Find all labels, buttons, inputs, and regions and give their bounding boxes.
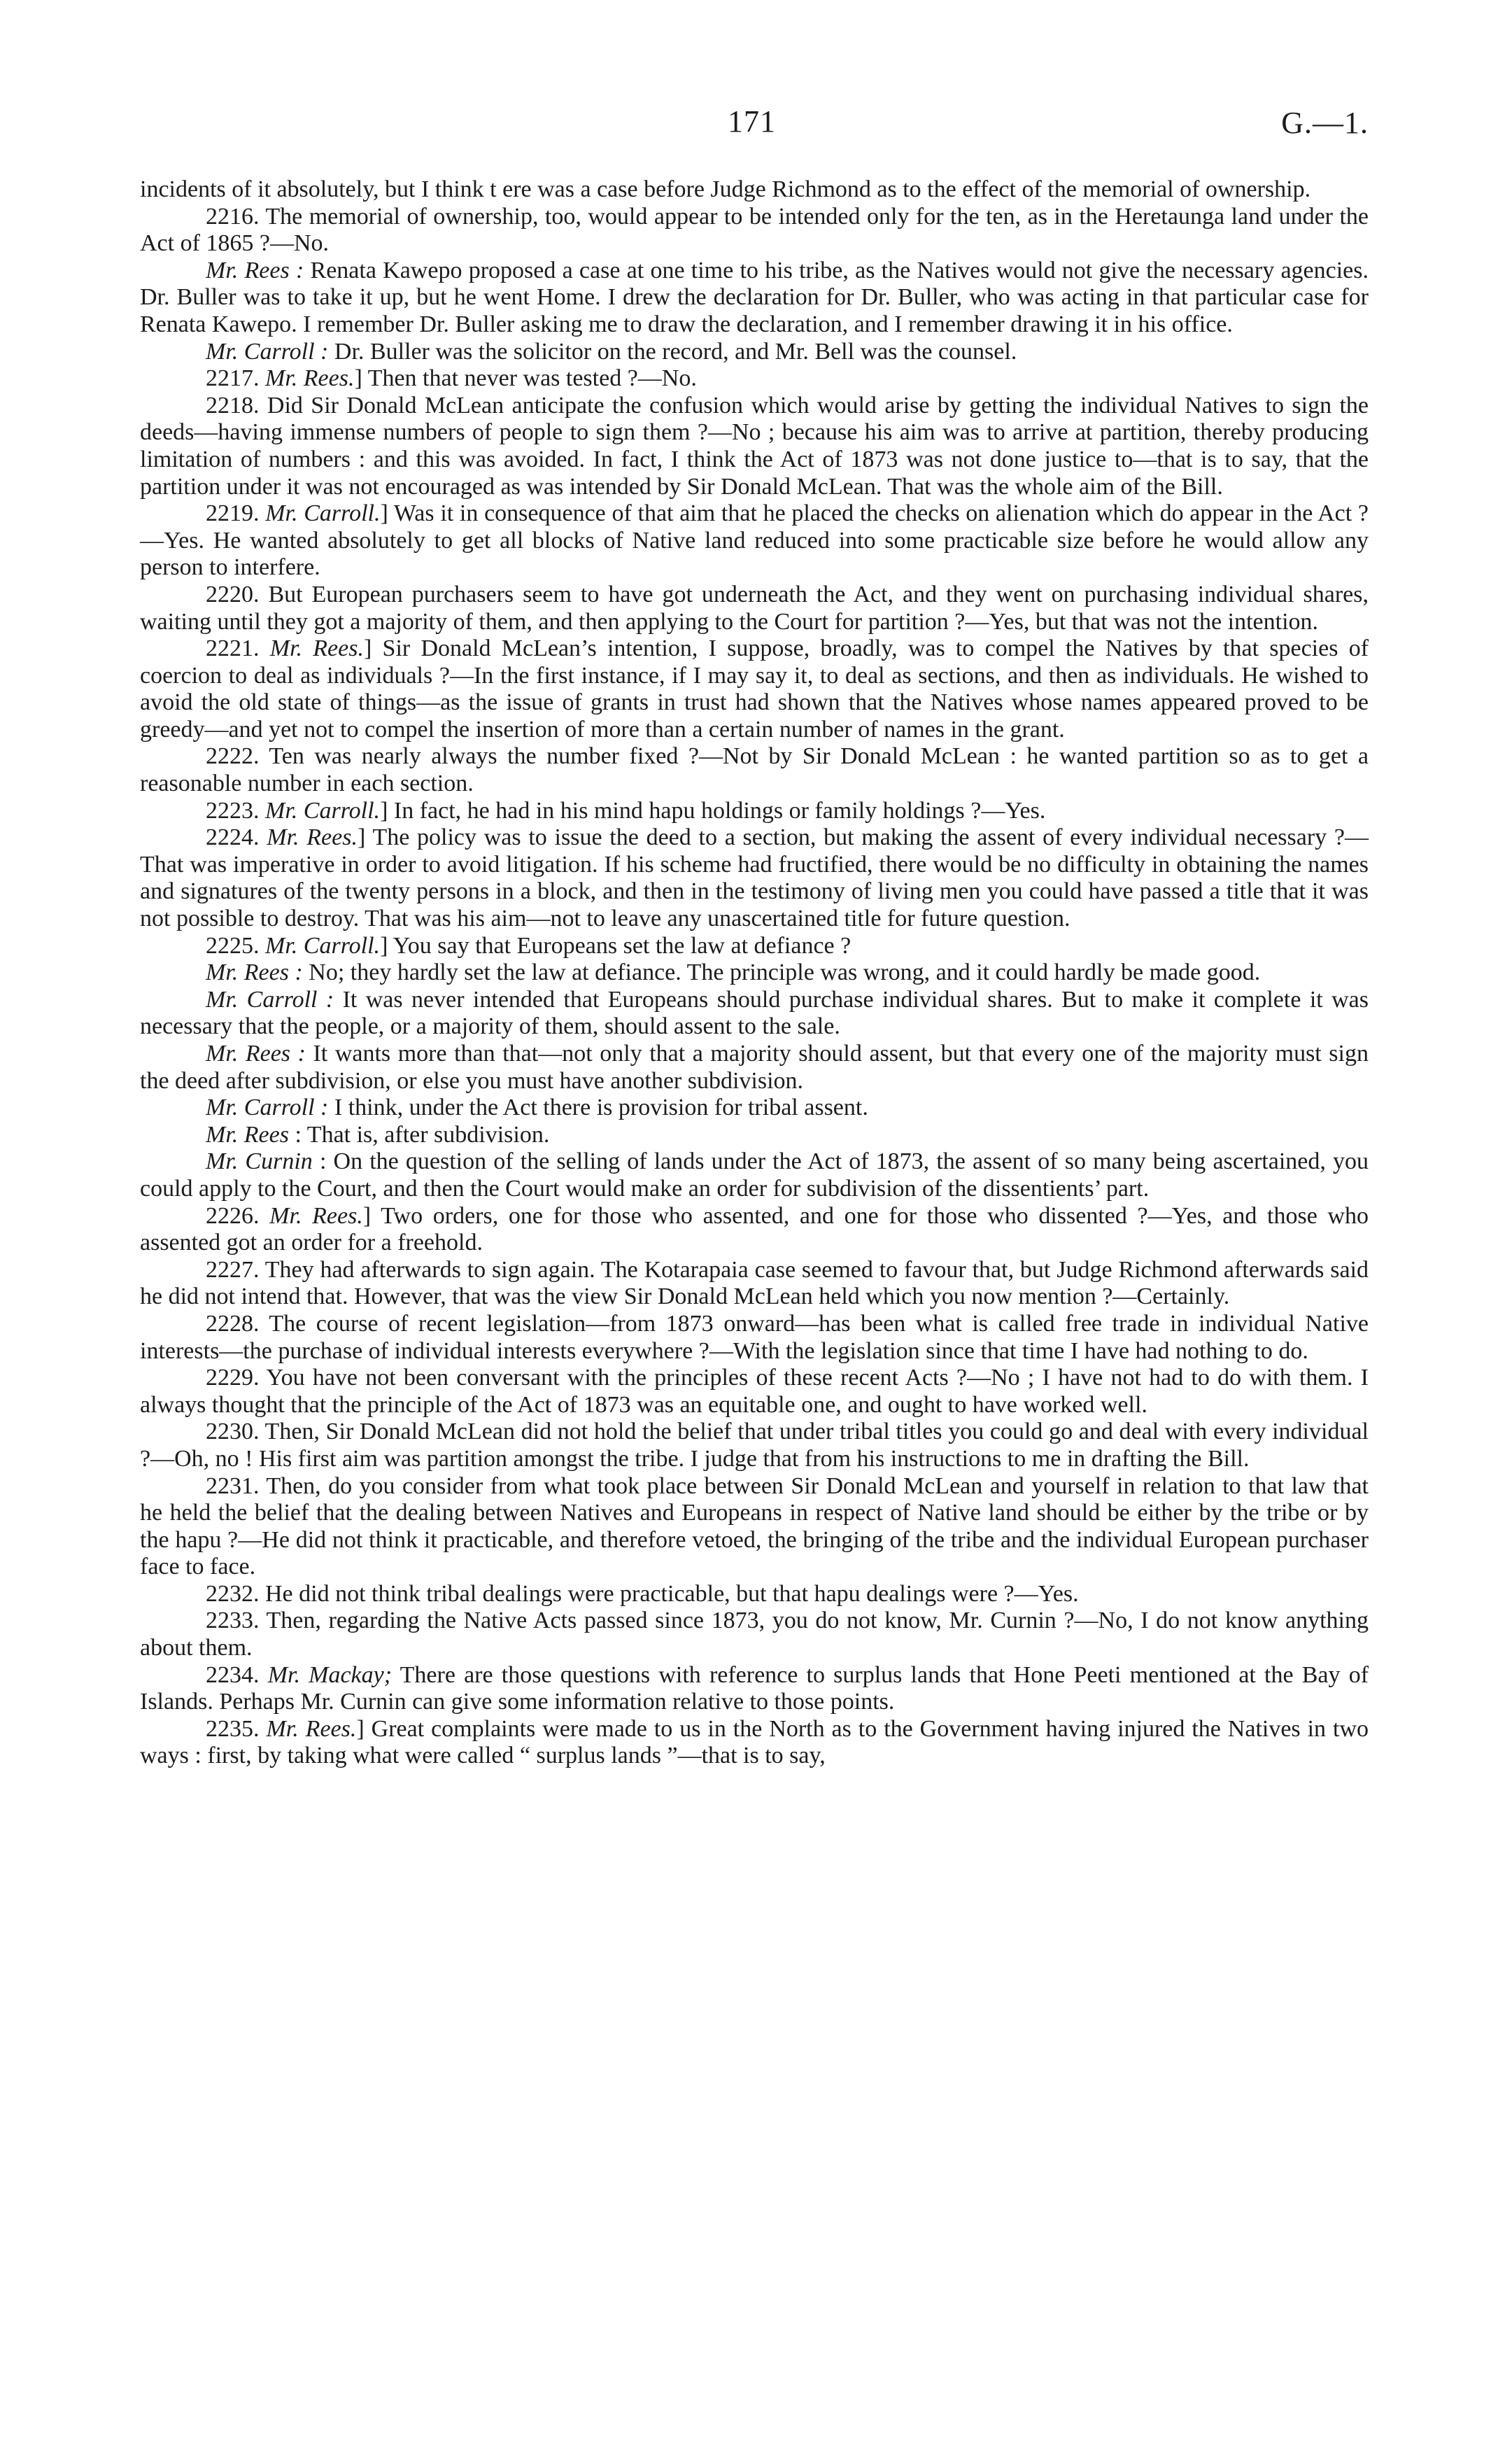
paragraph xyxy=(140,1122,1369,1149)
speaker-name: Mr. Rees. xyxy=(267,824,358,851)
paragraph-text: Renata Kawepo proposed a case at one time to his tribe, as the Natives would not give the necessary agencies. Dr. Buller was to take it up, but he went Home. I drew the declaration for Dr. Buller, who was acting in that particular case for Renata Kawepo. I remember Dr. Buller asking me to draw the declaration, and I remember drawing it in his office. xyxy=(140,257,1369,337)
paragraph xyxy=(140,1257,1369,1311)
paragraph-text: ] Two orders, one for those who assented, and one for those who dissented ?—Yes, and those who assented got an order for a freehold. xyxy=(140,1202,1369,1256)
paragraph-text: ] Was it in consequence of that aim that he placed the checks on alienation which do appear in the Act ?—Yes. He wanted absolutely to get all blocks of Native land reduced into some practicable size before he would allow any person to interfere. xyxy=(140,500,1369,581)
paragraph-text: ] In fact, he had in his mind hapu holdings or family holdings ?—Yes. xyxy=(380,797,1046,824)
paragraph xyxy=(140,1041,1369,1095)
paragraph xyxy=(140,959,1369,987)
speaker-name: Mr. Carroll. xyxy=(265,500,381,527)
paragraph-text: 2225. xyxy=(206,932,265,959)
speaker-name: Mr. Rees : xyxy=(206,959,303,986)
paragraph-text: 2235. xyxy=(206,1715,267,1742)
paragraph xyxy=(140,1203,1369,1257)
paragraph-text: 2224. xyxy=(206,824,267,851)
speaker-name: Mr. Rees. xyxy=(269,1202,363,1229)
paragraph xyxy=(140,743,1369,797)
paragraph xyxy=(140,258,1369,339)
speaker-name: Mr. Carroll : xyxy=(206,1095,329,1121)
speaker-name: Mr. Rees xyxy=(206,1121,289,1148)
paragraph xyxy=(140,1148,1369,1202)
paragraph-text: It wants more than that—not only that a majority should assent, but that every one of the majority must sign the deed after subdivision, or else you must have another subdivision. xyxy=(140,1041,1369,1094)
evidence-text xyxy=(140,176,1369,1770)
speaker-name: Mr. Rees. xyxy=(265,365,355,392)
paragraph xyxy=(140,1608,1369,1661)
paragraph-text: 2228. The course of recent legislation—from 1873 onward—has been what is called free trade in individual Native interests—the purchase of individual interests everywhere ?—With the legislation since that time I have had nothing to do. xyxy=(140,1310,1369,1364)
paragraph-text: 2223. xyxy=(206,797,265,824)
paragraph xyxy=(140,500,1369,582)
paragraph-text: 2219. xyxy=(206,500,266,527)
paragraph xyxy=(140,635,1369,743)
paragraph xyxy=(140,176,1369,204)
paragraph-text: 2217. xyxy=(206,365,265,392)
paragraph-text: 2226. xyxy=(206,1202,270,1229)
paragraph-text: I think, under the Act there is provision for tribal assent. xyxy=(328,1095,868,1121)
paragraph xyxy=(140,1311,1369,1365)
paragraph xyxy=(140,1662,1369,1716)
speaker-name: Mr. Carroll : xyxy=(206,338,329,365)
speaker-name: Mr. Rees. xyxy=(266,1715,357,1742)
speaker-name: Mr. Rees : xyxy=(206,1041,306,1067)
paragraph xyxy=(140,798,1369,825)
paragraph xyxy=(140,933,1369,960)
paragraph-text: 2218. Did Sir Donald McLean anticipate the confusion which would arise by getting the individual Natives to sign the deeds—having immense numbers of people to sign them ?—No ; because his aim was to arrive at partition, thereby producing limitation of numbers : and this was avoided. In fact, I think the Act of 1873 was not done justice to—that is to say, that the partition under it was not encouraged as was intended by Sir Donald McLean. That was the whole aim of the Bill. xyxy=(140,392,1369,500)
speaker-name: Mr. Carroll. xyxy=(265,932,381,959)
paragraph-text: 2222. Ten was nearly always the number fixed ?—Not by Sir Donald McLean : he wanted partition so as to get a reasonable number in each section. xyxy=(140,743,1369,797)
paragraph xyxy=(140,824,1369,932)
paragraph-text: It was never intended that Europeans should purchase individual shares. But to make it complete it was necessary that the people, or a majority of them, should assent to the sale. xyxy=(140,986,1369,1040)
speaker-name: Mr. Carroll : xyxy=(206,986,334,1013)
speaker-name: Mr. Rees. xyxy=(269,635,364,662)
paragraph xyxy=(140,365,1369,393)
paragraph-text: incidents of it absolutely, but I think t ere was a case before Judge Richmond as to the effect of the memorial of ownership. xyxy=(140,176,1311,202)
paragraph-text: 2221. xyxy=(206,635,270,662)
paragraph xyxy=(140,393,1369,500)
paragraph-text: No; they hardly set the law at defiance. The principle was wrong, and it could hardly be made good. xyxy=(302,959,1261,986)
paragraph-text: 2233. Then, regarding the Native Acts passed since 1873, you do not know, Mr. Curnin ?—No, I do not know anything about them. xyxy=(140,1608,1369,1661)
paragraph-text: 2231. Then, do you consider from what took place between Sir Donald McLean and yourself in relation to that law that he held the belief that the dealing between Natives and Europeans in respect of Native land should be either by the tribe or by the hapu ?—He did not think it practicable, and therefore vetoed, the bringing of the tribe and the individual European purchaser face to face. xyxy=(140,1472,1369,1580)
paragraph-text: 2220. But European purchasers seem to have got underneath the Act, and they went on purchasing individual shares, waiting until they got a majority of them, and then applying to the Court for partition ?—Yes, but that was not the intention. xyxy=(140,581,1369,635)
paragraph xyxy=(140,1095,1369,1122)
paragraph xyxy=(140,339,1369,366)
paragraph-text: ] You say that Europeans set the law at defiance ? xyxy=(380,932,852,959)
paragraph-text: 2227. They had afterwards to sign again. The Kotarapaia case seemed to favour that, but Judge Richmond afterwards said he did not intend that. However, that was the view Sir Donald McLean held which you now mention ?—Certainly. xyxy=(140,1256,1369,1310)
speaker-name: Mr. Rees : xyxy=(206,257,304,283)
document-reference: G.—1. xyxy=(1281,106,1369,140)
speaker-name: Mr. Carroll. xyxy=(265,797,381,824)
paragraph xyxy=(140,1581,1369,1608)
paragraph xyxy=(140,1419,1369,1472)
paragraph xyxy=(140,1473,1369,1581)
paragraph-text: : That is, after subdivision. xyxy=(288,1121,550,1148)
paragraph-text: 2229. You have not been conversant with the principles of these recent Acts ?—No ; I have not had to do with them. I always thought that the principle of the Act of 1873 was an equitable one, and ought to have worked well. xyxy=(140,1365,1369,1418)
paragraph xyxy=(140,204,1369,258)
paragraph-text: 2230. Then, Sir Donald McLean did not hold the belief that under tribal titles you could go and deal with every individual ?—Oh, no ! His first aim was partition amongst the tribe. I judge that from his instructions to me in drafting the Bill. xyxy=(140,1419,1369,1472)
paragraph-text: ] Then that never was tested ?—No. xyxy=(354,365,697,392)
paragraph-text: ] The policy was to issue the deed to a section, but making the assent of every individual necessary ?—That was imperative in order to avoid litigation. If his scheme had fructified, there would be no difficulty in obtaining the names and signatures of the twenty persons in a block, and then in the testimony of living men you could have passed a title that it was not possible to destroy. That was his aim—not to leave any unascertained title for future question. xyxy=(140,824,1369,932)
speaker-name: Mr. Mackay; xyxy=(267,1661,393,1688)
paragraph-text: Dr. Buller was the solicitor on the record, and Mr. Bell was the counsel. xyxy=(328,338,1017,365)
paragraph xyxy=(140,1365,1369,1419)
speaker-name: Mr. Curnin xyxy=(206,1148,313,1175)
paragraph xyxy=(140,1716,1369,1770)
paragraph xyxy=(140,987,1369,1041)
paragraph-text: ] Sir Donald McLean’s intention, I suppose, broadly, was to compel the Natives by that species of coercion to deal as individuals ?—In the first instance, if I may say it, to deal as sections, and then as individuals. He wished to avoid the old state of things—as the issue of grants in trust had shown that the Natives whose names appeared proved to be greedy—and yet not to compel the insertion of more than a certain number of names in the grant. xyxy=(140,635,1369,743)
paragraph-text: 2216. The memorial of ownership, too, would appear to be intended only for the ten, as in the Heretaunga land under the Act of 1865 ?—No. xyxy=(140,203,1369,257)
paragraph-text: There are those questions with reference to surplus lands that Hone Peeti mentioned at the Bay of Islands. Perhaps Mr. Curnin can give some information relative to those points. xyxy=(140,1661,1369,1715)
paragraph xyxy=(140,582,1369,635)
page-number: 171 xyxy=(728,104,776,139)
paragraph-text: 2232. He did not think tribal dealings were practicable, but that hapu dealings were ?—Yes. xyxy=(206,1580,1079,1607)
paragraph-text: : On the question of the selling of lands under the Act of 1873, the assent of so many being ascertained, you could apply to the Court, and then the Court would make an order for subdivision of the dissentients’ part. xyxy=(140,1148,1369,1202)
paragraph-text: ] Great complaints were made to us in the North as to the Government having injured the Natives in two ways : first, by taking what were called “ surplus lands ”—that is to say, xyxy=(140,1715,1369,1769)
paragraph-text: 2234. xyxy=(206,1661,268,1688)
